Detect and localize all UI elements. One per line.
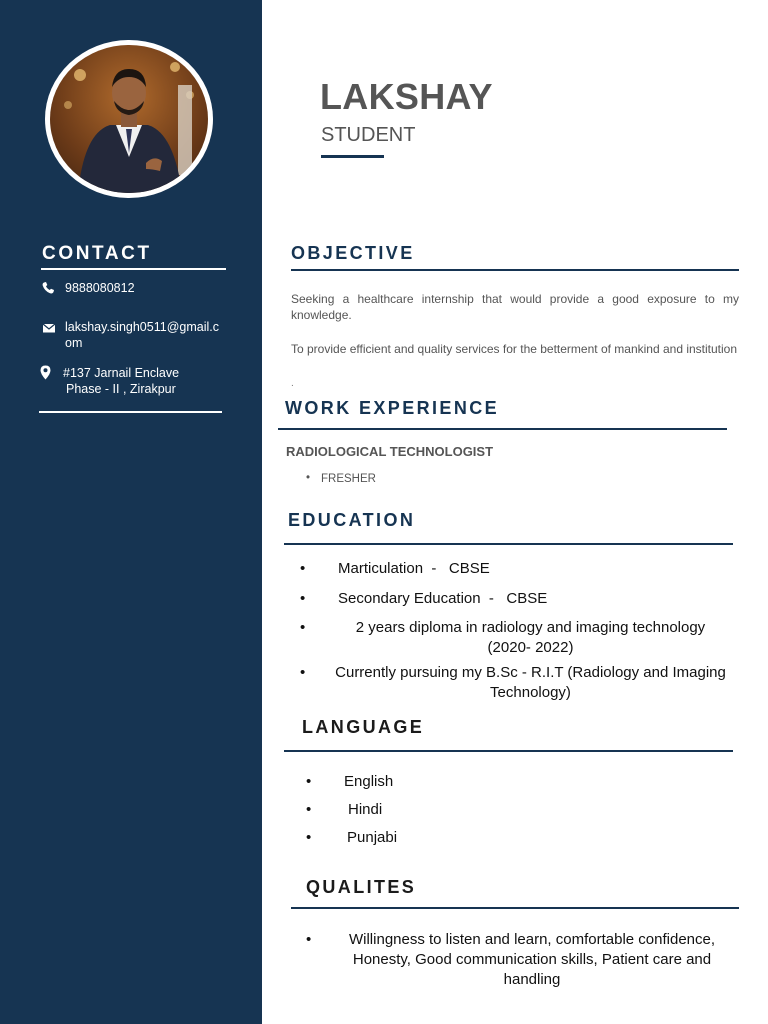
profile-photo <box>50 45 208 193</box>
education-item: • 2 years diploma in radiology and imaging technology (2020- 2022) <box>300 618 735 658</box>
education-item: • Marticulation - CBSE <box>300 560 490 577</box>
phone-icon <box>41 281 55 295</box>
education-item: • Currently pursuing my B.Sc - R.I.T (Radiology and Imaging Technology) <box>300 663 735 703</box>
email-line-2: om <box>65 336 83 350</box>
education-item-text: Marticulation - CBSE <box>338 560 490 577</box>
language-item-text: Hindi <box>348 801 383 818</box>
education-item: • Secondary Education - CBSE <box>300 590 548 607</box>
language-heading: LANGUAGE <box>302 717 425 737</box>
education-divider <box>284 543 733 545</box>
contact-heading: CONTACT <box>42 243 152 264</box>
sidebar <box>0 0 262 1024</box>
address-line-2: Phase - II , Zirakpur <box>66 382 176 396</box>
contact-divider <box>41 268 226 270</box>
profile-photo-illustration <box>50 45 208 193</box>
education-heading: EDUCATION <box>288 510 416 530</box>
objective-paragraph-2: To provide efficient and quality services for the betterment of mankind and institution <box>291 342 738 356</box>
language-item-text: English <box>344 773 394 790</box>
candidate-role: STUDENT <box>321 124 416 146</box>
contact-address <box>39 365 239 399</box>
email-line-1: lakshay.singh0511@gmail.c <box>65 320 219 334</box>
job-item <box>306 473 376 485</box>
contact-email <box>42 319 242 353</box>
email-icon <box>42 321 56 335</box>
name-underline <box>321 155 384 158</box>
language-item-text: Punjabi <box>347 829 398 846</box>
qualities-line-2: Honesty, Good communication skills, Patient care and <box>352 951 712 968</box>
phone-number: 9888080812 <box>65 281 135 295</box>
work-experience-divider <box>278 428 727 430</box>
education-item-text: Secondary Education - CBSE <box>338 590 548 607</box>
education-item-text: 2 years diploma in radiology and imaging technology <box>355 619 706 636</box>
job-title: RADIOLOGICAL TECHNOLOGIST <box>286 444 494 459</box>
address-line-1: #137 Jarnail Enclave <box>63 366 180 380</box>
qualities-heading: QUALITES <box>306 877 417 897</box>
qualities-divider <box>291 907 739 909</box>
qualities-line-3: handling <box>503 971 561 988</box>
education-item-text-cont: Technology) <box>490 684 571 701</box>
education-item-text: Currently pursuing my B.Sc - R.I.T (Radiology and Imaging <box>335 664 726 681</box>
objective-heading: OBJECTIVE <box>291 243 415 263</box>
profile-photo-frame <box>45 40 213 198</box>
location-pin-icon <box>39 365 52 380</box>
sidebar-bottom-divider <box>39 411 222 413</box>
language-divider <box>284 750 733 752</box>
objective-paragraph-1: Seeking a healthcare internship that would provide a good exposure to my knowledge. <box>291 292 739 322</box>
contact-phone <box>41 280 241 298</box>
work-experience-heading: WORK EXPERIENCE <box>285 398 500 418</box>
qualities-line-1: Willingness to listen and learn, comfortable confidence, <box>348 931 716 948</box>
candidate-name: LAKSHAY <box>320 76 493 117</box>
qualities-item: • Willingness to listen and learn, comfortable confidence, Honesty, Good communication skills, Patient care and handling <box>306 930 742 990</box>
objective-trailing-dot: . <box>291 378 294 389</box>
job-item-text: FRESHER <box>321 473 376 485</box>
objective-divider <box>291 269 739 271</box>
education-item-text-cont: (2020- 2022) <box>487 639 574 656</box>
